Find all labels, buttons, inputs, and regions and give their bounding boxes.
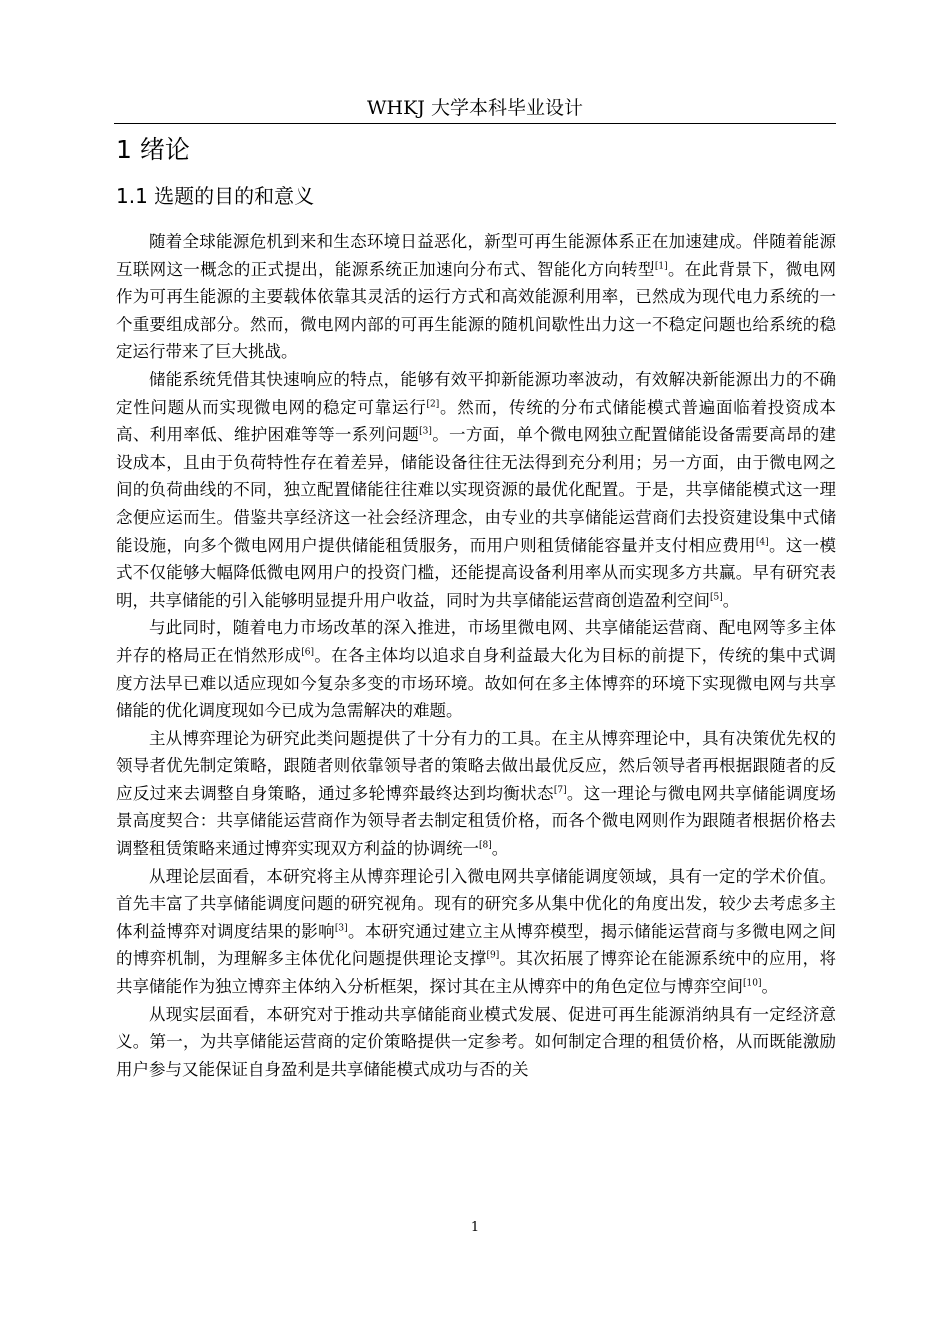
body-text bbox=[116, 228, 836, 1083]
body-paragraph bbox=[116, 725, 836, 863]
citation-ref: [6] bbox=[301, 647, 314, 658]
body-paragraph bbox=[116, 1001, 836, 1084]
body-paragraph bbox=[116, 228, 836, 366]
paragraph-text: 。 bbox=[491, 839, 509, 859]
section-title: 1.1 选题的目的和意义 bbox=[116, 184, 315, 208]
paragraph-text: 。 bbox=[722, 590, 740, 610]
paragraph-text: 。然而，传统的分布式储能模式普遍面临着投资成本高、利用率低、维护困难等等一系列问题 bbox=[116, 397, 836, 445]
running-header: WHKJ 大学本科毕业设计 bbox=[367, 97, 583, 119]
page-number: 1 bbox=[470, 1220, 480, 1235]
citation-ref: [1] bbox=[654, 260, 668, 271]
citation-ref: [8] bbox=[479, 840, 492, 851]
paragraph-text: 。在此背景下，微电网作为可再生能源的主要载体依靠其灵活的运行方式和高效能源利用率，已然成为现代电力系统的一个重要组成部分。然而，微电网内部的可再生能源的随机间歇性出力这一不稳定问题也给系统的稳定运行带来了巨大挑战。 bbox=[116, 259, 837, 362]
paragraph-text: 。一方面，单个微电网独立配置储能设备需要高昂的建设成本，且由于负荷特性存在着差异，储能设备往往无法得到充分利用；另一方面，由于微电网之间的负荷曲线的不同，独立配置储能往往难以实现资源的最优化配置。于是，共享储能模式这一理念便应运而生。借鉴共享经济这一社会经济理念，由专业的共享储能运营商们去投资建设集中式储能设施，向多个微电网用户提供储能租赁服务，而用户则租赁储能容量并支付相应费用 bbox=[116, 425, 837, 555]
paragraph-text: 与此同时，随着电力市场改革的深入推进，市场里微电网、共享储能运营商、配电网等多主体并存的格局正在悄然形成 bbox=[116, 618, 836, 665]
citation-ref: [4] bbox=[755, 536, 769, 547]
paragraph-text: 。在各主体均以追求自身利益最大化为目标的前提下，传统的集中式调度方法早已难以适应现如今复杂多变的市场环境。故如何在多主体博弈的环境下实现微电网与共享储能的优化调度现如今已成为急需解决的难题。 bbox=[116, 645, 837, 721]
chapter-title: 1 绪论 bbox=[116, 135, 190, 164]
citation-ref: [2] bbox=[426, 398, 440, 409]
citation-ref: [7] bbox=[553, 785, 567, 796]
header-rule bbox=[114, 123, 836, 124]
paragraph-text: 储能系统凭借其快速响应的特点，能够有效平抑新能源功率波动，有效解决新能源出力的不确定性问题从而实现微电网的稳定可靠运行 bbox=[116, 369, 836, 417]
paragraph-text: 从现实层面看，本研究对于推动共享储能商业模式发展、促进可再生能源消纳具有一定经济意义。第一，为共享储能运营商的定价策略提供一定参考。如何制定合理的租赁价格，从而既能激励用户参与又能保证自身盈利是共享储能模式成功与否的关 bbox=[116, 1004, 836, 1079]
paragraph-text: 。本研究通过建立主从博弈模型，揭示储能运营商与多微电网之间的博弈机制，为理解多主体优化问题提供理论支撑 bbox=[116, 921, 837, 969]
paragraph-text: 。这一模式不仅能够大幅降低微电网用户的投资门槛，还能提高设备利用率从而实现多方共赢。早有研究表明，共享储能的引入能够明显提升用户收益，同时为共享储能运营商创造盈利空间 bbox=[116, 535, 837, 610]
paragraph-text: 从理论层面看，本研究将主从博弈理论引入微电网共享储能调度领域，具有一定的学术价值。首先丰富了共享储能调度问题的研究视角。现有的研究多从集中优化的角度出发，较少去考虑多主体利益博弈对调度结果的影响 bbox=[116, 866, 836, 941]
citation-ref: [3] bbox=[334, 923, 348, 934]
citation-ref: [10] bbox=[743, 978, 762, 989]
paragraph-text: 。 bbox=[761, 977, 778, 997]
paragraph-text: 。其次拓展了博弈论在能源系统中的应用，将共享储能作为独立博弈主体纳入分析框架，探讨其在主从博弈中的角色定位与博弈空间 bbox=[116, 949, 837, 997]
body-paragraph bbox=[116, 863, 836, 1001]
paragraph-text: 随着全球能源危机到来和生态环境日益恶化，新型可再生能源体系正在加速建成。伴随着能源互联网这一概念的正式提出，能源系统正加速向分布式、智能化方向转型 bbox=[116, 232, 836, 279]
citation-ref: [3] bbox=[419, 426, 432, 437]
citation-ref: [5] bbox=[710, 591, 723, 602]
paragraph-text: 主从博弈理论为研究此类问题提供了十分有力的工具。在主从博弈理论中，具有决策优先权的领导者优先制定策略，跟随者则依靠领导者的策略去做出最优反应，然后领导者再根据跟随者的反应反过来去调整自身策略，通过多轮博弈最终达到均衡状态 bbox=[116, 728, 836, 803]
citation-ref: [9] bbox=[486, 950, 500, 961]
body-paragraph bbox=[116, 366, 836, 614]
paragraph-text: 。这一理论与微电网共享储能调度场景高度契合：共享储能运营商作为领导者去制定租赁价格，而各个微电网则作为跟随者根据价格去调整租赁策略来通过博弈实现双方利益的协调统一 bbox=[116, 783, 837, 859]
body-paragraph bbox=[116, 614, 836, 724]
